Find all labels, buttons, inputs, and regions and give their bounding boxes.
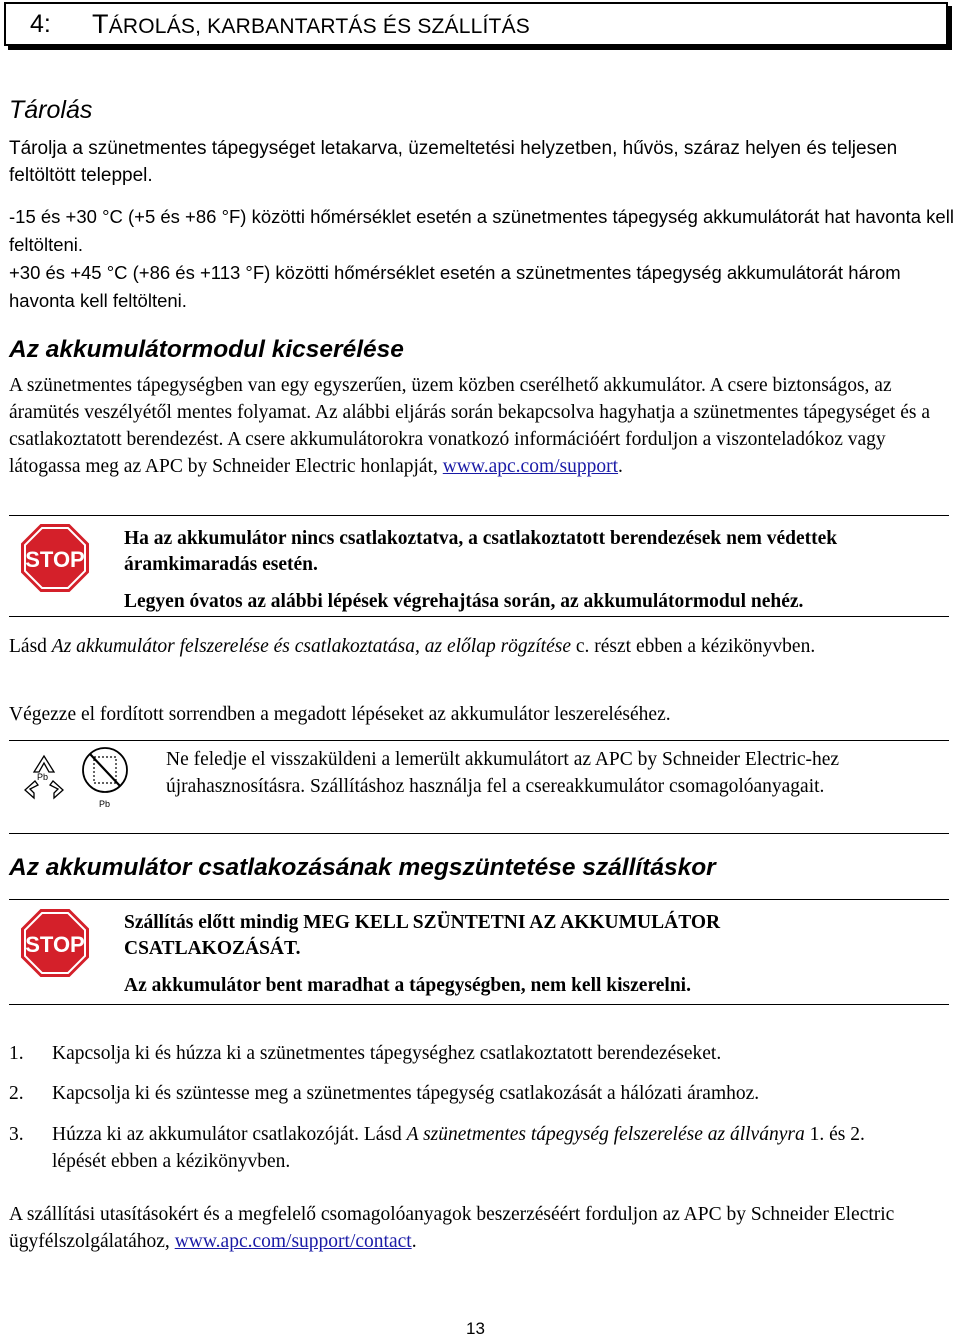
- storage-paragraph-3: +30 és +45 °C (+86 és +113 °F) közötti hőmérséklet esetén a szünetmentes tápegység akkumulátorát három havonta kell feltölteni.: [9, 262, 901, 311]
- disconnect-warning-2: Az akkumulátor bent maradhat a tápegységben, nem kell kiszerelni.: [124, 975, 691, 996]
- recycle-note: Ne feledje el visszaküldeni a lemerült akkumulátort az APC by Schneider Electric-hez újrahasznosításra. Szállításhoz használja fel a csereakkumulátor csomagolóanyagait.: [166, 749, 840, 797]
- step-2: 2. Kapcsolja ki és szüntesse meg a szünetmentes tápegység csatlakozását a hálózati áramhoz.: [9, 1083, 760, 1104]
- replace-warning-2: Legyen óvatos az alábbi lépések végrehajtása során, az akkumulátormodul nehéz.: [124, 591, 804, 612]
- apc-contact-link[interactable]: www.apc.com/support/contact: [174, 1231, 412, 1252]
- storage-paragraph-1: Tárolja a szünetmentes tápegységet letakarva, üzemeltetési helyzetben, hűvös, száraz helyen és teljesen feltöltött teleppel.: [9, 138, 898, 186]
- replace-heading: Az akkumulátormodul kicserélése: [9, 336, 404, 363]
- no-trash-bin-icon: [80, 745, 136, 811]
- apc-support-link[interactable]: www.apc.com/support: [442, 456, 619, 477]
- see-reference: Lásd Az akkumulátor felszerelése és csatlakoztatása, az előlap rögzítése c. részt ebben a kézikönyvben.: [9, 636, 816, 657]
- replace-paragraph: A szünetmentes tápegységben van egy egyszerűen, üzem közben cserélhető akkumulátor. A csere biztonságos, az áramütés veszélyétől mentes folyamat. Az alábbi eljárás során bekapcsolva hagyhatja a szünetmentes tápegységet és a csatlakoztatott berendezést. A csere akkumulátorokra vonatkozó információért forduljon a viszonteladókoz vagy látogassa meg az APC by Schneider Electric honlapját, www.apc.com/support.: [9, 375, 931, 477]
- stop-sign-icon: [20, 908, 90, 978]
- storage-paragraph-2: -15 és +30 °C (+5 és +86 °F) közötti hőmérséklet esetén a szünetmentes tápegység akkumulátorát hat havonta kell feltölteni.: [9, 206, 954, 255]
- page-number: 13: [466, 1319, 485, 1338]
- reverse-steps-note: Végezze el fordított sorrendben a megadott lépéseket az akkumulátor leszereléséhez.: [9, 704, 671, 725]
- svg-text:Pb: Pb: [37, 772, 49, 782]
- step-1: 1. Kapcsolja ki és húzza ki a szünetmentes tápegységhez csatlakoztatott berendezéseket.: [9, 1043, 722, 1064]
- svg-text:Pb: Pb: [99, 799, 111, 809]
- replace-warning-1: Ha az akkumulátor nincs csatlakoztatva, a csatlakoztatott berendezések nem védettek áramkimaradás esetén.: [124, 528, 838, 575]
- disconnect-warning-1: Szállítás előtt mindig MEG KELL SZÜNTETNI AZ AKKUMULÁTOR CSATLAKOZÁSÁT.: [124, 912, 721, 959]
- stop-sign-icon: [20, 523, 90, 593]
- chapter-title: TÁROLÁS, KARBANTARTÁS ÉS SZÁLLÍTÁS: [92, 8, 530, 39]
- svg-text:STOP: STOP: [25, 547, 85, 572]
- storage-heading: Tárolás: [9, 96, 93, 124]
- disconnect-heading: Az akkumulátor csatlakozásának megszüntetése szállításkor: [9, 854, 716, 881]
- contact-paragraph: A szállítási utasításokért és a megfelelő csomagolóanyagok beszerzéséért forduljon az APC by Schneider Electric ügyfélszolgálatához, www.apc.com/support/contact.: [9, 1204, 895, 1252]
- svg-text:STOP: STOP: [25, 932, 85, 957]
- recycle-icon: [18, 752, 70, 802]
- chapter-number: 4:: [30, 9, 51, 38]
- chapter-header: [4, 2, 948, 46]
- step-3: 3. Húzza ki az akkumulátor csatlakozóját. Lásd A szünetmentes tápegység felszerelése az állványra 1. és 2. lépését ebben a kézikönyvben.: [9, 1124, 865, 1172]
